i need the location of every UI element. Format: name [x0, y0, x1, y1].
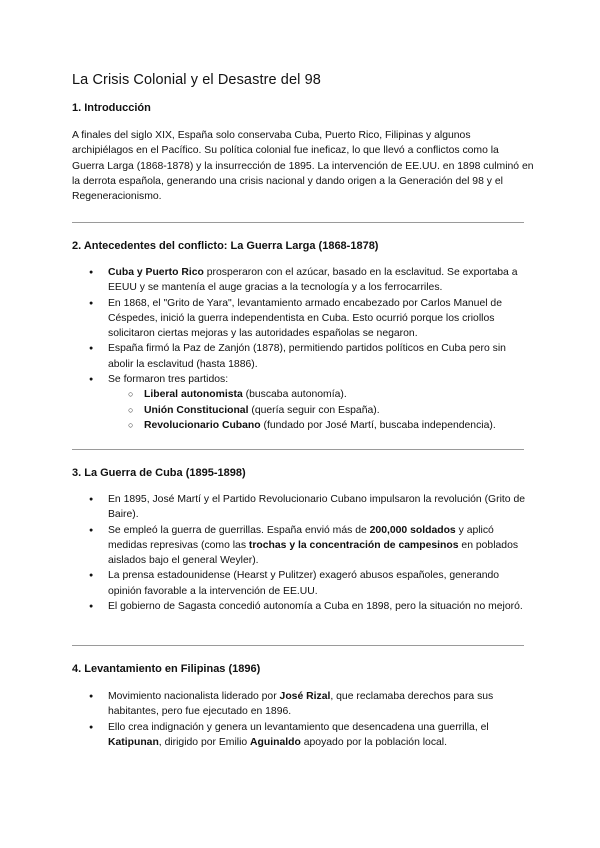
sublist-item	[108, 387, 527, 402]
list-item-text: prosperaron con el azúcar, basado en la esclavitud. Se exportaba a EEUU y se mantenía el auge gracias a la tecnología y a los ferrocarriles.	[108, 267, 518, 294]
document-title: La Crisis Colonial y el Desastre del 98	[72, 72, 321, 88]
list-item-text: La prensa estadounidense (Hearst y Pulitzer) exageró abusos españoles, generando opinión favorable a la intervención de EE.UU.	[108, 570, 500, 597]
section-divider-1	[72, 222, 524, 223]
bold-term: Unión Constitucional	[144, 404, 249, 416]
list-item-text: El gobierno de Sagasta concedió autonomía a Cuba en 1898, pero la situación no mejoró.	[108, 601, 523, 613]
list-item-text: , que reclamaba derechos para sus habitantes, pero fue ejecutado en 1896.	[108, 691, 494, 718]
section-4-list	[72, 689, 527, 750]
bold-term: trochas y la concentración de campesinos	[248, 539, 459, 551]
bold-term: 200,000 soldados	[369, 524, 456, 536]
list-item	[72, 599, 527, 614]
list-item-text: En 1895, José Martí y el Partido Revolucionario Cubano impulsaron la revolución (Grito de Baire).	[108, 494, 525, 521]
section-divider-3	[72, 645, 524, 646]
list-item	[72, 341, 527, 372]
list-item	[72, 568, 527, 599]
section-1-heading: 1. Introducción	[72, 102, 151, 114]
list-item	[72, 265, 527, 296]
bold-term: Katipunan	[108, 736, 159, 748]
sublist-item-text: (buscaba autonomía).	[242, 389, 347, 401]
section-3-list	[72, 492, 527, 614]
list-item	[72, 523, 527, 569]
list-item-text: Se formaron tres partidos:	[108, 374, 229, 386]
list-item	[72, 720, 527, 751]
sublist-item-text: (quería seguir con España).	[248, 404, 380, 416]
list-item-text: España firmó la Paz de Zanjón (1878), permitiendo partidos políticos en Cuba pero sin abolir la esclavitud (hasta 1886).	[108, 343, 506, 370]
sublist-item	[108, 403, 527, 418]
section-4-heading: 4. Levantamiento en Filipinas (1896)	[72, 663, 261, 675]
section-3-heading: 3. La Guerra de Cuba (1895-1898)	[72, 467, 246, 479]
parties-sublist	[108, 387, 527, 433]
section-2-list	[72, 265, 527, 433]
list-item-text: , dirigido por Emilio	[158, 736, 251, 748]
list-item-text: y aplicó medidas represivas (como las	[108, 524, 494, 551]
list-item-text: en poblados aislados bajo el general Weyler).	[108, 539, 519, 567]
list-item	[72, 492, 527, 523]
list-item-text: Se empleó la guerra de guerrillas. España envió más de	[108, 524, 370, 536]
section-divider-2	[72, 449, 524, 450]
section-2-heading: 2. Antecedentes del conflicto: La Guerra Larga (1868-1878)	[72, 240, 379, 252]
bold-term: Revolucionario Cubano	[144, 419, 261, 431]
sublist-item-text: (fundado por José Martí, buscaba independencia).	[260, 419, 496, 431]
sublist-item	[108, 418, 527, 433]
bold-term: José Rizal	[279, 691, 331, 702]
bold-term: Aguinaldo	[250, 736, 301, 748]
list-item	[72, 372, 527, 433]
list-item-text: Movimiento nacionalista liderado por	[108, 691, 280, 702]
section-1-paragraph: A finales del siglo XIX, España solo conservaba Cuba, Puerto Rico, Filipinas y algunos archipiélagos en el Pacífico. Su política colonial fue ineficaz, lo que llevó a conflictos como la Guerra Larga (1868-1878) y la insurrección de 1895. La intervención de EE.UU. en 1898 culminó en la derrota española, generando una crisis nacional y dando origen a la Generación del 98 y el Regeneracionismo.	[72, 130, 534, 203]
list-item-text: apoyado por la población local.	[300, 736, 447, 748]
bold-term: Liberal autonomista	[144, 389, 243, 401]
bold-term: Cuba y Puerto Rico	[108, 267, 204, 278]
list-item	[72, 689, 527, 720]
list-item-text: Ello crea indignación y genera un levantamiento que desencadena una guerrilla, el	[108, 721, 489, 733]
list-item-text: En 1868, el "Grito de Yara", levantamiento armado encabezado por Carlos Manuel de Céspedes, inició la guerra independentista en Cuba. Esto ocurrió porque los criollos solicitaron ciertas mejoras y las autoridades españolas se negaron.	[108, 297, 502, 340]
list-item	[72, 296, 527, 342]
